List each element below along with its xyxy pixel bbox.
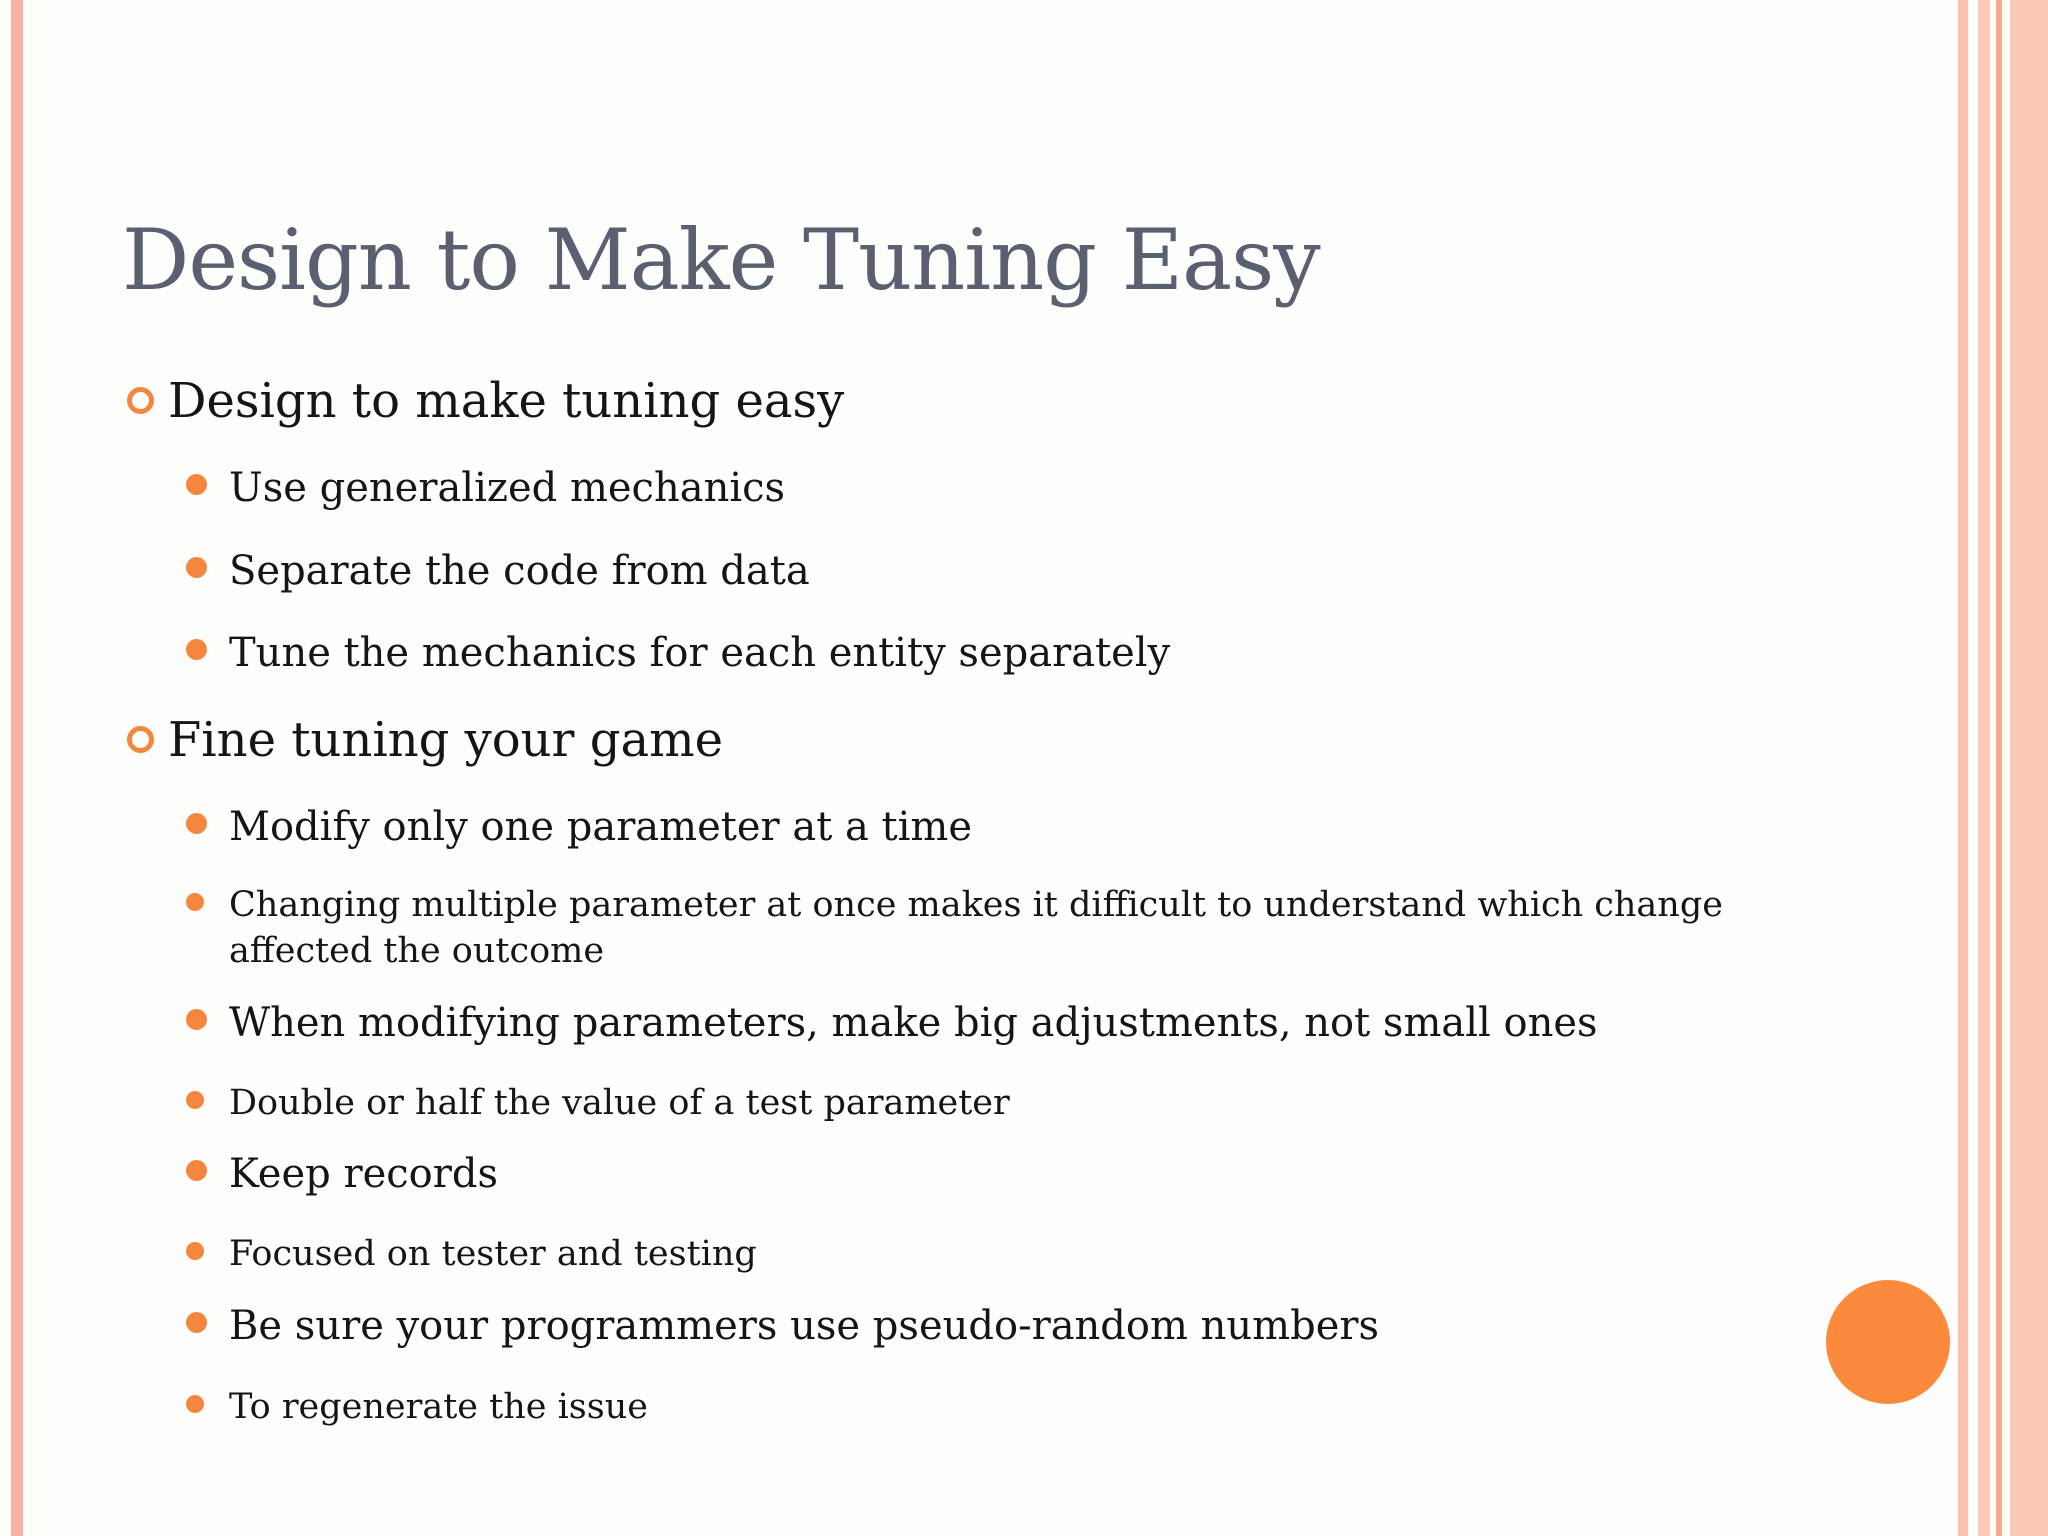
dot-bullet-icon (186, 557, 207, 578)
bullet-level2: Be sure your programmers use pseudo-random numbers (229, 1303, 1380, 1349)
right-border-stripe (1978, 0, 1990, 1536)
right-border-stripe (2010, 0, 2048, 1536)
ring-bullet-icon (127, 726, 154, 753)
bullet-level2: Changing multiple parameter at once makes it difficult to understand which change (229, 885, 1723, 925)
bullet-level2: Separate the code from data (229, 548, 810, 594)
bullet-level2: Focused on tester and testing (229, 1234, 757, 1274)
dot-bullet-icon (186, 1242, 204, 1260)
bullet-level2-continuation: affected the outcome (229, 931, 605, 971)
bullet-level2: Modify only one parameter at a time (229, 804, 973, 850)
left-border-stripe (11, 0, 23, 1536)
dot-bullet-icon (186, 1395, 204, 1413)
dot-bullet-icon (186, 1009, 207, 1030)
dot-bullet-icon (186, 1312, 207, 1333)
right-border-stripe (1996, 0, 2002, 1536)
slide-title: Design to Make Tuning Easy (122, 211, 1320, 309)
bullet-level1: Design to make tuning easy (168, 373, 845, 429)
bullet-level2: To regenerate the issue (229, 1387, 648, 1427)
bullet-level2: Keep records (229, 1151, 499, 1197)
bullet-level2: When modifying parameters, make big adjustments, not small ones (229, 1000, 1598, 1046)
dot-bullet-icon (186, 474, 207, 495)
decorative-circle (1826, 1280, 1950, 1404)
bullet-level2: Use generalized mechanics (229, 465, 786, 511)
dot-bullet-icon (186, 639, 207, 660)
right-border-stripe (1958, 0, 1968, 1536)
dot-bullet-icon (186, 813, 207, 834)
dot-bullet-icon (186, 1091, 204, 1109)
ring-bullet-icon (127, 387, 154, 414)
dot-bullet-icon (186, 893, 204, 911)
bullet-level2: Tune the mechanics for each entity separately (229, 630, 1171, 676)
bullet-level2: Double or half the value of a test parameter (229, 1083, 1010, 1123)
bullet-level1: Fine tuning your game (168, 712, 723, 768)
dot-bullet-icon (186, 1160, 207, 1181)
